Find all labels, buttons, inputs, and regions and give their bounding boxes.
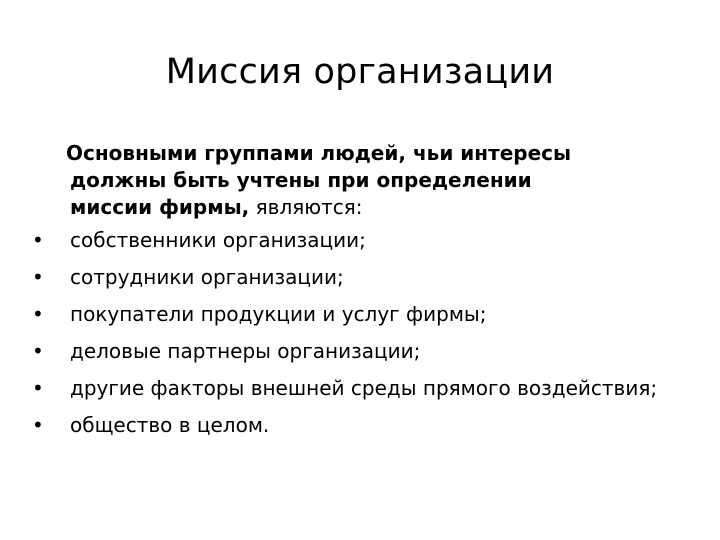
list-item [28,264,668,291]
list-item-text: другие факторы внешней среды прямого воздействия; [70,376,658,400]
slide-title: Миссия организации [165,52,555,92]
bullet-list [28,227,668,439]
list-item [28,301,668,328]
list-item-text: сотрудники организации; [70,265,344,289]
intro-line-2: должны быть учтены при определении [70,168,532,192]
bullet-icon: • [32,265,44,289]
list-item-text: деловые партнеры организации; [70,339,421,363]
intro-line-1: Основными группами людей, чьи интересы [66,141,572,165]
list-item [28,412,668,439]
list-item [28,375,668,402]
intro-tail: являются: [249,195,363,219]
list-item [28,338,668,365]
list-item-text: покупатели продукции и услуг фирмы; [70,302,487,326]
bullet-icon: • [32,228,44,252]
bullet-icon: • [32,413,44,437]
list-item [28,227,668,254]
intro-line-3: миссии фирмы, [70,195,250,219]
slide-body [28,140,668,449]
bullet-icon: • [32,302,44,326]
list-item-text: общество в целом. [70,413,270,437]
list-item-text: собственники организации; [70,228,366,252]
intro-paragraph [28,140,668,221]
bullet-icon: • [32,339,44,363]
bullet-icon: • [32,376,44,400]
